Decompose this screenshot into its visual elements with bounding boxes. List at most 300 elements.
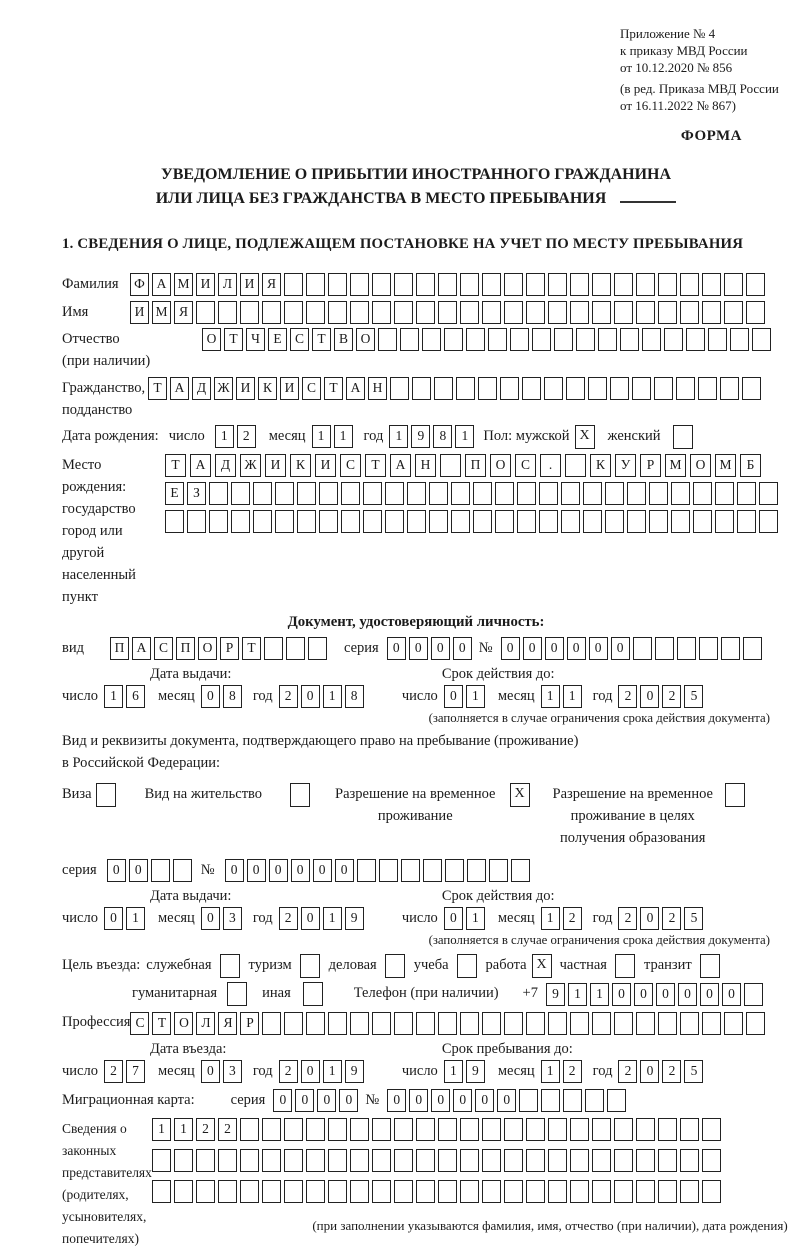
char-cell[interactable]	[264, 637, 283, 660]
char-cell[interactable]: 1	[568, 983, 587, 1006]
char-cell[interactable]: 2	[618, 685, 637, 708]
char-cell[interactable]	[451, 482, 470, 505]
char-cell[interactable]	[482, 301, 501, 324]
char-cell[interactable]: 5	[684, 1060, 703, 1083]
char-cell[interactable]	[548, 1012, 567, 1035]
char-cell[interactable]	[721, 637, 740, 660]
char-cell[interactable]: М	[665, 454, 686, 477]
char-cell[interactable]	[218, 1180, 237, 1203]
char-cell[interactable]: 1	[323, 907, 342, 930]
char-cell[interactable]	[482, 1180, 501, 1203]
char-cell[interactable]	[460, 1149, 479, 1172]
char-cell[interactable]: А	[190, 454, 211, 477]
char-cell[interactable]	[686, 328, 705, 351]
char-cell[interactable]	[511, 859, 530, 882]
char-cell[interactable]	[306, 1149, 325, 1172]
char-cell[interactable]: 2	[662, 685, 681, 708]
char-cell[interactable]	[438, 273, 457, 296]
char-cell[interactable]: Ч	[246, 328, 265, 351]
char-cell[interactable]: 6	[126, 685, 145, 708]
char-cell[interactable]	[466, 328, 485, 351]
char-cell[interactable]	[724, 301, 743, 324]
char-cell[interactable]	[680, 1118, 699, 1141]
char-cell[interactable]	[495, 482, 514, 505]
char-cell[interactable]: М	[715, 454, 736, 477]
char-cell[interactable]: 0	[656, 983, 675, 1006]
char-cell[interactable]	[460, 301, 479, 324]
char-cell[interactable]: 0	[317, 1089, 336, 1112]
char-cell[interactable]: М	[152, 301, 171, 324]
char-cell[interactable]: 1	[126, 907, 145, 930]
char-cell[interactable]: С	[515, 454, 536, 477]
char-cell[interactable]	[416, 1012, 435, 1035]
char-cell[interactable]: О	[490, 454, 511, 477]
purpose-tourism-checkbox[interactable]	[300, 954, 320, 978]
char-cell[interactable]: 1	[444, 1060, 463, 1083]
char-cell[interactable]: 9	[546, 983, 565, 1006]
char-cell[interactable]: 1	[466, 907, 485, 930]
char-cell[interactable]	[152, 1149, 171, 1172]
char-cell[interactable]: 0	[225, 859, 244, 882]
char-cell[interactable]	[504, 301, 523, 324]
char-cell[interactable]	[570, 1180, 589, 1203]
char-cell[interactable]	[517, 510, 536, 533]
char-cell[interactable]	[363, 482, 382, 505]
char-cell[interactable]	[522, 377, 541, 400]
char-cell[interactable]	[504, 1118, 523, 1141]
char-cell[interactable]	[504, 1180, 523, 1203]
char-cell[interactable]	[438, 1118, 457, 1141]
char-cell[interactable]	[416, 1149, 435, 1172]
char-cell[interactable]	[746, 301, 765, 324]
char-cell[interactable]	[654, 377, 673, 400]
char-cell[interactable]	[262, 1180, 281, 1203]
char-cell[interactable]: М	[174, 273, 193, 296]
char-cell[interactable]	[519, 1089, 538, 1112]
char-cell[interactable]	[614, 301, 633, 324]
char-cell[interactable]: 0	[567, 637, 586, 660]
char-cell[interactable]	[328, 1012, 347, 1035]
char-cell[interactable]	[680, 301, 699, 324]
char-cell[interactable]	[297, 510, 316, 533]
char-cell[interactable]: 1	[152, 1118, 171, 1141]
char-cell[interactable]	[416, 301, 435, 324]
char-cell[interactable]: 1	[104, 685, 123, 708]
char-cell[interactable]	[438, 1149, 457, 1172]
char-cell[interactable]	[570, 301, 589, 324]
char-cell[interactable]	[570, 1118, 589, 1141]
char-cell[interactable]: 0	[523, 637, 542, 660]
char-cell[interactable]	[737, 482, 756, 505]
char-cell[interactable]	[231, 482, 250, 505]
char-cell[interactable]	[401, 859, 420, 882]
char-cell[interactable]	[658, 301, 677, 324]
char-cell[interactable]	[539, 510, 558, 533]
char-cell[interactable]: С	[302, 377, 321, 400]
char-cell[interactable]: О	[198, 637, 217, 660]
char-cell[interactable]	[416, 273, 435, 296]
char-cell[interactable]: 2	[237, 425, 256, 448]
char-cell[interactable]	[658, 1180, 677, 1203]
char-cell[interactable]	[394, 1180, 413, 1203]
char-cell[interactable]	[510, 328, 529, 351]
char-cell[interactable]: А	[152, 273, 171, 296]
char-cell[interactable]	[658, 273, 677, 296]
char-cell[interactable]	[284, 1012, 303, 1035]
char-cell[interactable]	[350, 1118, 369, 1141]
char-cell[interactable]	[671, 510, 690, 533]
char-cell[interactable]: 1	[466, 685, 485, 708]
char-cell[interactable]	[744, 983, 763, 1006]
char-cell[interactable]	[708, 328, 727, 351]
char-cell[interactable]	[699, 637, 718, 660]
char-cell[interactable]: Я	[262, 273, 281, 296]
char-cell[interactable]	[607, 1089, 626, 1112]
char-cell[interactable]	[649, 510, 668, 533]
char-cell[interactable]: К	[258, 377, 277, 400]
char-cell[interactable]	[440, 454, 461, 477]
char-cell[interactable]: 0	[453, 637, 472, 660]
char-cell[interactable]	[548, 1149, 567, 1172]
char-cell[interactable]: 1	[541, 907, 560, 930]
char-cell[interactable]	[633, 637, 652, 660]
char-cell[interactable]: 2	[196, 1118, 215, 1141]
char-cell[interactable]: 0	[107, 859, 126, 882]
char-cell[interactable]: Ж	[214, 377, 233, 400]
char-cell[interactable]	[636, 1149, 655, 1172]
char-cell[interactable]	[565, 454, 586, 477]
char-cell[interactable]: 7	[126, 1060, 145, 1083]
char-cell[interactable]	[570, 273, 589, 296]
char-cell[interactable]: 0	[501, 637, 520, 660]
char-cell[interactable]	[394, 273, 413, 296]
char-cell[interactable]: П	[110, 637, 129, 660]
char-cell[interactable]: 0	[640, 1060, 659, 1083]
char-cell[interactable]	[284, 1149, 303, 1172]
char-cell[interactable]	[394, 1149, 413, 1172]
char-cell[interactable]	[341, 482, 360, 505]
char-cell[interactable]	[390, 377, 409, 400]
char-cell[interactable]: Р	[240, 1012, 259, 1035]
char-cell[interactable]	[614, 1180, 633, 1203]
char-cell[interactable]	[548, 301, 567, 324]
char-cell[interactable]	[583, 482, 602, 505]
char-cell[interactable]: 2	[662, 1060, 681, 1083]
purpose-business-checkbox[interactable]	[385, 954, 405, 978]
char-cell[interactable]: 0	[301, 907, 320, 930]
char-cell[interactable]	[592, 1149, 611, 1172]
char-cell[interactable]	[702, 1118, 721, 1141]
char-cell[interactable]: 2	[279, 1060, 298, 1083]
char-cell[interactable]	[627, 510, 646, 533]
char-cell[interactable]: 5	[684, 685, 703, 708]
char-cell[interactable]	[720, 377, 739, 400]
char-cell[interactable]: Е	[268, 328, 287, 351]
char-cell[interactable]: 0	[129, 859, 148, 882]
char-cell[interactable]	[286, 637, 305, 660]
char-cell[interactable]	[262, 1118, 281, 1141]
char-cell[interactable]	[460, 1118, 479, 1141]
char-cell[interactable]	[372, 273, 391, 296]
char-cell[interactable]	[306, 1012, 325, 1035]
char-cell[interactable]: 9	[345, 907, 364, 930]
char-cell[interactable]	[526, 273, 545, 296]
char-cell[interactable]: 1	[590, 983, 609, 1006]
char-cell[interactable]	[328, 1180, 347, 1203]
char-cell[interactable]: А	[390, 454, 411, 477]
char-cell[interactable]: А	[132, 637, 151, 660]
char-cell[interactable]: 0	[247, 859, 266, 882]
char-cell[interactable]	[319, 482, 338, 505]
char-cell[interactable]: Р	[220, 637, 239, 660]
char-cell[interactable]: Т	[312, 328, 331, 351]
char-cell[interactable]	[394, 301, 413, 324]
char-cell[interactable]: И	[196, 273, 215, 296]
char-cell[interactable]	[592, 301, 611, 324]
char-cell[interactable]: 1	[312, 425, 331, 448]
char-cell[interactable]: Н	[415, 454, 436, 477]
char-cell[interactable]	[262, 301, 281, 324]
char-cell[interactable]: 0	[339, 1089, 358, 1112]
char-cell[interactable]: 0	[409, 637, 428, 660]
char-cell[interactable]	[218, 1149, 237, 1172]
char-cell[interactable]: Л	[218, 273, 237, 296]
char-cell[interactable]: О	[174, 1012, 193, 1035]
char-cell[interactable]	[456, 377, 475, 400]
purpose-work-checkbox[interactable]: X	[532, 954, 552, 978]
char-cell[interactable]	[592, 1180, 611, 1203]
char-cell[interactable]	[488, 328, 507, 351]
char-cell[interactable]: 0	[475, 1089, 494, 1112]
char-cell[interactable]	[526, 1118, 545, 1141]
char-cell[interactable]	[173, 859, 192, 882]
char-cell[interactable]: К	[590, 454, 611, 477]
char-cell[interactable]	[588, 377, 607, 400]
char-cell[interactable]	[636, 301, 655, 324]
char-cell[interactable]	[165, 510, 184, 533]
char-cell[interactable]	[742, 377, 761, 400]
char-cell[interactable]	[680, 1149, 699, 1172]
char-cell[interactable]	[253, 510, 272, 533]
char-cell[interactable]	[737, 510, 756, 533]
char-cell[interactable]: И	[315, 454, 336, 477]
char-cell[interactable]: Д	[192, 377, 211, 400]
char-cell[interactable]: А	[346, 377, 365, 400]
char-cell[interactable]	[262, 1149, 281, 1172]
char-cell[interactable]: 1	[174, 1118, 193, 1141]
char-cell[interactable]: 0	[722, 983, 741, 1006]
char-cell[interactable]	[253, 482, 272, 505]
char-cell[interactable]	[196, 1149, 215, 1172]
char-cell[interactable]: 3	[223, 1060, 242, 1083]
char-cell[interactable]: 0	[301, 685, 320, 708]
char-cell[interactable]	[676, 377, 695, 400]
char-cell[interactable]	[561, 510, 580, 533]
char-cell[interactable]	[614, 1012, 633, 1035]
char-cell[interactable]	[592, 1012, 611, 1035]
char-cell[interactable]	[482, 273, 501, 296]
char-cell[interactable]: 0	[269, 859, 288, 882]
char-cell[interactable]	[636, 1118, 655, 1141]
char-cell[interactable]	[702, 273, 721, 296]
char-cell[interactable]	[209, 510, 228, 533]
char-cell[interactable]: 8	[433, 425, 452, 448]
char-cell[interactable]: 1	[323, 1060, 342, 1083]
char-cell[interactable]: З	[187, 482, 206, 505]
char-cell[interactable]	[429, 510, 448, 533]
char-cell[interactable]: И	[280, 377, 299, 400]
char-cell[interactable]: Л	[196, 1012, 215, 1035]
char-cell[interactable]	[614, 1149, 633, 1172]
char-cell[interactable]	[702, 1180, 721, 1203]
char-cell[interactable]	[677, 637, 696, 660]
char-cell[interactable]	[350, 1012, 369, 1035]
char-cell[interactable]: 0	[291, 859, 310, 882]
char-cell[interactable]	[583, 510, 602, 533]
char-cell[interactable]: 0	[335, 859, 354, 882]
char-cell[interactable]	[363, 510, 382, 533]
char-cell[interactable]	[284, 273, 303, 296]
char-cell[interactable]	[240, 1149, 259, 1172]
char-cell[interactable]: 0	[453, 1089, 472, 1112]
purpose-official-checkbox[interactable]	[220, 954, 240, 978]
char-cell[interactable]: 0	[640, 907, 659, 930]
char-cell[interactable]	[636, 273, 655, 296]
char-cell[interactable]	[636, 1180, 655, 1203]
char-cell[interactable]: 0	[201, 1060, 220, 1083]
char-cell[interactable]	[548, 1180, 567, 1203]
char-cell[interactable]: 2	[563, 907, 582, 930]
char-cell[interactable]	[434, 377, 453, 400]
char-cell[interactable]	[576, 328, 595, 351]
char-cell[interactable]	[429, 482, 448, 505]
char-cell[interactable]	[209, 482, 228, 505]
char-cell[interactable]	[526, 1180, 545, 1203]
char-cell[interactable]	[759, 510, 778, 533]
char-cell[interactable]	[702, 1012, 721, 1035]
char-cell[interactable]: 0	[640, 685, 659, 708]
char-cell[interactable]	[379, 859, 398, 882]
char-cell[interactable]: .	[540, 454, 561, 477]
char-cell[interactable]	[460, 273, 479, 296]
char-cell[interactable]	[416, 1118, 435, 1141]
char-cell[interactable]	[467, 859, 486, 882]
char-cell[interactable]: 0	[313, 859, 332, 882]
char-cell[interactable]: 3	[223, 907, 242, 930]
char-cell[interactable]	[328, 1118, 347, 1141]
purpose-private-checkbox[interactable]	[615, 954, 635, 978]
purpose-study-checkbox[interactable]	[457, 954, 477, 978]
char-cell[interactable]	[394, 1012, 413, 1035]
char-cell[interactable]	[482, 1149, 501, 1172]
char-cell[interactable]	[218, 301, 237, 324]
char-cell[interactable]	[385, 482, 404, 505]
char-cell[interactable]	[532, 328, 551, 351]
char-cell[interactable]: П	[465, 454, 486, 477]
char-cell[interactable]	[693, 510, 712, 533]
char-cell[interactable]	[284, 301, 303, 324]
char-cell[interactable]: И	[236, 377, 255, 400]
char-cell[interactable]	[473, 482, 492, 505]
char-cell[interactable]: С	[290, 328, 309, 351]
char-cell[interactable]	[196, 301, 215, 324]
char-cell[interactable]	[598, 328, 617, 351]
char-cell[interactable]: 1	[389, 425, 408, 448]
char-cell[interactable]	[504, 1149, 523, 1172]
char-cell[interactable]	[489, 859, 508, 882]
char-cell[interactable]	[308, 637, 327, 660]
char-cell[interactable]	[357, 859, 376, 882]
char-cell[interactable]: Я	[218, 1012, 237, 1035]
char-cell[interactable]: 1	[323, 685, 342, 708]
char-cell[interactable]: К	[290, 454, 311, 477]
char-cell[interactable]	[372, 1012, 391, 1035]
char-cell[interactable]: 2	[279, 685, 298, 708]
char-cell[interactable]	[187, 510, 206, 533]
char-cell[interactable]	[548, 273, 567, 296]
char-cell[interactable]: 0	[612, 983, 631, 1006]
char-cell[interactable]: 2	[218, 1118, 237, 1141]
char-cell[interactable]: 0	[431, 1089, 450, 1112]
char-cell[interactable]: Т	[365, 454, 386, 477]
char-cell[interactable]	[671, 482, 690, 505]
char-cell[interactable]: В	[334, 328, 353, 351]
char-cell[interactable]	[378, 328, 397, 351]
char-cell[interactable]: Т	[165, 454, 186, 477]
char-cell[interactable]	[174, 1180, 193, 1203]
char-cell[interactable]	[478, 377, 497, 400]
char-cell[interactable]	[151, 859, 170, 882]
char-cell[interactable]	[473, 510, 492, 533]
sex-female-checkbox[interactable]	[673, 425, 693, 449]
char-cell[interactable]	[306, 301, 325, 324]
char-cell[interactable]	[526, 1149, 545, 1172]
char-cell[interactable]	[620, 328, 639, 351]
char-cell[interactable]	[658, 1012, 677, 1035]
char-cell[interactable]: Т	[152, 1012, 171, 1035]
char-cell[interactable]	[539, 482, 558, 505]
char-cell[interactable]: 8	[223, 685, 242, 708]
char-cell[interactable]	[585, 1089, 604, 1112]
char-cell[interactable]: 9	[345, 1060, 364, 1083]
char-cell[interactable]: И	[130, 301, 149, 324]
char-cell[interactable]	[284, 1180, 303, 1203]
char-cell[interactable]	[306, 1118, 325, 1141]
char-cell[interactable]: П	[176, 637, 195, 660]
char-cell[interactable]: 2	[618, 1060, 637, 1083]
char-cell[interactable]: 0	[444, 907, 463, 930]
char-cell[interactable]: 0	[104, 907, 123, 930]
char-cell[interactable]	[394, 1118, 413, 1141]
char-cell[interactable]	[715, 510, 734, 533]
char-cell[interactable]	[655, 637, 674, 660]
char-cell[interactable]: 0	[634, 983, 653, 1006]
char-cell[interactable]	[350, 1180, 369, 1203]
char-cell[interactable]: О	[202, 328, 221, 351]
char-cell[interactable]	[275, 510, 294, 533]
char-cell[interactable]	[350, 301, 369, 324]
char-cell[interactable]	[412, 377, 431, 400]
char-cell[interactable]	[460, 1180, 479, 1203]
temp-residence-edu-checkbox[interactable]	[725, 783, 745, 807]
char-cell[interactable]	[592, 1118, 611, 1141]
char-cell[interactable]: Т	[148, 377, 167, 400]
char-cell[interactable]: О	[356, 328, 375, 351]
char-cell[interactable]	[746, 1012, 765, 1035]
char-cell[interactable]	[372, 1180, 391, 1203]
char-cell[interactable]: Т	[242, 637, 261, 660]
residence-permit-checkbox[interactable]	[290, 783, 310, 807]
